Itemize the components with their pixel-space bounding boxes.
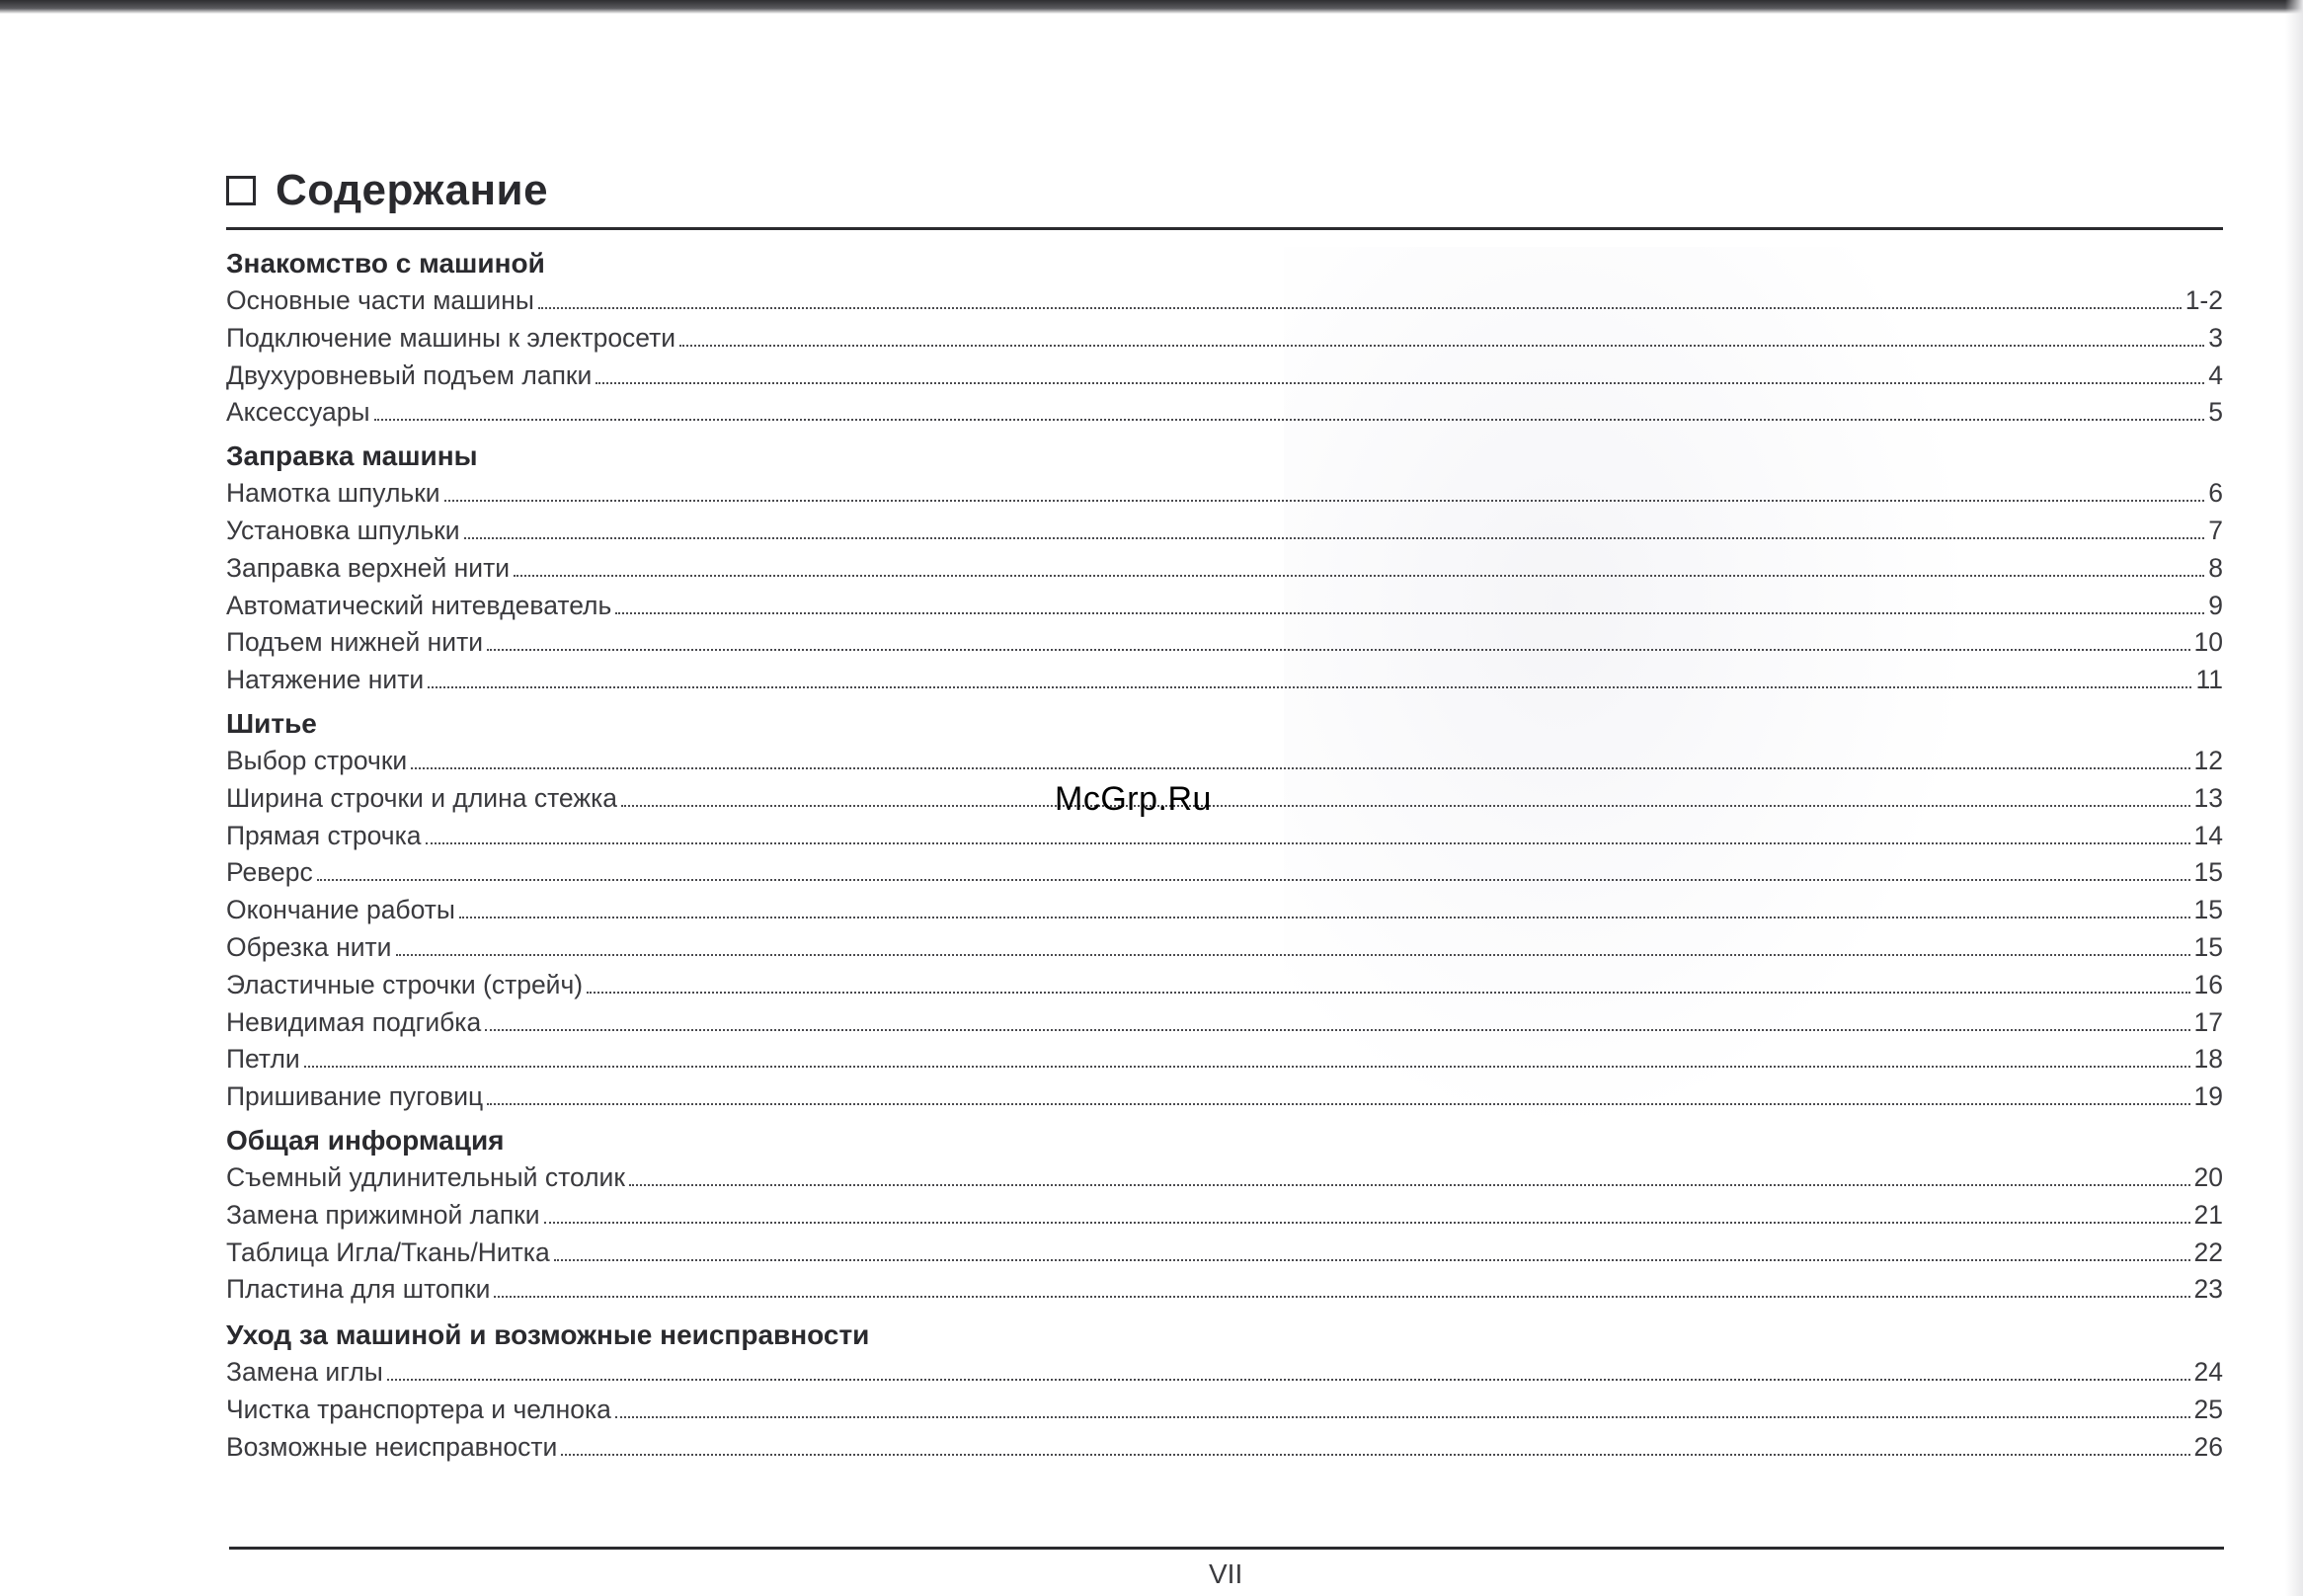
toc-entry-page: 5 (2208, 397, 2223, 428)
toc-entry[interactable] (226, 662, 2223, 699)
toc-entry-title: Пластина для штопки (226, 1274, 491, 1305)
toc-entry-page: 16 (2193, 969, 2223, 999)
toc-entry-page: 12 (2193, 745, 2223, 775)
toc-entry[interactable] (226, 624, 2223, 662)
toc-entry[interactable] (226, 854, 2223, 892)
dot-leader (629, 1183, 2190, 1186)
toc-entry[interactable] (226, 1235, 2223, 1272)
toc-entry[interactable] (226, 1041, 2223, 1078)
dot-leader (487, 1102, 2189, 1105)
dot-leader (596, 381, 2204, 384)
toc-entry-title: Установка шпульки (226, 515, 460, 545)
toc-entry[interactable] (226, 743, 2223, 780)
toc-entry-page: 23 (2193, 1274, 2223, 1305)
dot-leader (561, 1453, 2189, 1456)
toc-entry-title: Возможные неисправности (226, 1431, 558, 1462)
dot-leader (396, 953, 2190, 956)
dot-leader (587, 991, 2189, 994)
toc-entry-title: Петли (226, 1044, 300, 1075)
toc-section-heading: Шитье (226, 707, 317, 739)
toc-entry-page: 6 (2208, 478, 2223, 509)
scan-edge-top (0, 0, 2303, 14)
toc-entry-title: Основные части машины (226, 285, 534, 315)
toc-section-heading: Заправка машины (226, 440, 478, 472)
toc-entry-page: 25 (2193, 1394, 2223, 1424)
dot-leader (544, 1221, 2190, 1224)
toc-entry-page: 11 (2195, 665, 2223, 695)
toc-entry[interactable] (226, 588, 2223, 625)
toc-entry[interactable] (226, 475, 2223, 513)
dot-leader (615, 1415, 2190, 1418)
toc-entry-title: Эластичные строчки (стрейч) (226, 969, 584, 999)
toc-section-heading: Общая информация (226, 1124, 505, 1156)
toc-entry-title: Прямая строчка (226, 820, 422, 850)
dot-leader (494, 1295, 2189, 1298)
toc-entry-page: 8 (2208, 552, 2223, 583)
square-bullet-icon (226, 176, 256, 205)
toc-entry-page: 21 (2193, 1199, 2223, 1230)
dot-leader (426, 841, 2190, 844)
toc-entry-page: 3 (2208, 322, 2223, 353)
toc-entry[interactable] (226, 818, 2223, 855)
dot-leader (554, 1258, 2190, 1261)
toc-entry-page: 18 (2193, 1044, 2223, 1075)
toc-entry-page: 9 (2208, 590, 2223, 620)
toc-entry[interactable] (226, 1429, 2223, 1467)
dot-leader (387, 1378, 2190, 1381)
page-title: Содержание (276, 166, 549, 214)
dot-leader (304, 1065, 2190, 1068)
toc-entry-title: Съемный удлинительный столик (226, 1161, 625, 1192)
title-divider (226, 227, 2223, 230)
dot-leader (485, 1028, 2189, 1031)
toc-entry[interactable] (226, 394, 2223, 432)
toc-entry[interactable] (226, 929, 2223, 967)
toc-entry-title: Обрезка нити (226, 931, 392, 962)
scan-edge-right (2285, 0, 2303, 1596)
toc-entry-title: Реверс (226, 857, 313, 888)
toc-entry[interactable] (226, 1197, 2223, 1235)
toc-entry[interactable] (226, 1392, 2223, 1429)
toc-entry-page: 7 (2208, 515, 2223, 545)
dot-leader (411, 766, 2189, 769)
toc-entry[interactable] (226, 550, 2223, 588)
toc-entry[interactable] (226, 1354, 2223, 1392)
dot-leader (679, 344, 2204, 347)
toc-entry-page: 26 (2193, 1431, 2223, 1462)
toc-entry-page: 19 (2193, 1081, 2223, 1112)
toc-entry[interactable] (226, 1078, 2223, 1116)
toc-entry-title: Аксессуары (226, 397, 370, 428)
toc-entry-title: Невидимая подгибка (226, 1006, 482, 1037)
dot-leader (444, 499, 2205, 502)
toc-entry-page: 15 (2193, 895, 2223, 925)
dot-leader (317, 878, 2190, 881)
watermark: McGrp.Ru (1055, 780, 1212, 818)
toc-section-heading: Знакомство с машиной (226, 248, 545, 279)
dot-leader (428, 685, 2191, 688)
toc-entry-title: Подключение машины к электросети (226, 322, 676, 353)
toc-entry-page: 13 (2193, 782, 2223, 813)
toc-entry-title: Окончание работы (226, 895, 455, 925)
toc-entry-title: Подъем нижней нити (226, 627, 484, 658)
toc-entry-title: Ширина строчки и длина стежка (226, 782, 618, 813)
toc-entry[interactable] (226, 892, 2223, 929)
toc-entry[interactable] (226, 1271, 2223, 1309)
toc-section-heading: Уход за машиной и возможные неисправности (226, 1319, 870, 1351)
toc-entry-page: 17 (2193, 1006, 2223, 1037)
toc-entry[interactable] (226, 282, 2223, 320)
dot-leader (374, 418, 2205, 421)
toc-entry[interactable] (226, 967, 2223, 1004)
dot-leader (514, 574, 2204, 577)
toc-entry-page: 15 (2193, 931, 2223, 962)
table-of-contents (226, 245, 2223, 1467)
toc-entry-page: 4 (2208, 359, 2223, 390)
toc-entry[interactable] (226, 1159, 2223, 1197)
toc-entry-page: 10 (2193, 627, 2223, 658)
toc-entry[interactable] (226, 320, 2223, 358)
dot-leader (615, 611, 2204, 614)
toc-entry[interactable] (226, 780, 2223, 818)
dot-leader (464, 536, 2205, 539)
dot-leader (487, 648, 2189, 651)
toc-entry[interactable] (226, 513, 2223, 550)
toc-entry-title: Автоматический нитевдеватель (226, 590, 612, 620)
toc-entry-page: 22 (2193, 1237, 2223, 1267)
toc-entry-title: Замена прижимной лапки (226, 1199, 540, 1230)
dot-leader (538, 306, 2182, 309)
toc-entry-page: 20 (2193, 1161, 2223, 1192)
toc-entry-title: Намотка шпульки (226, 478, 440, 509)
toc-entry-title: Заправка верхней нити (226, 552, 511, 583)
toc-entry-title: Таблица Игла/Ткань/Нитка (226, 1237, 550, 1267)
toc-entry-title: Двухуровневый подъем лапки (226, 359, 593, 390)
toc-entry-title: Замена иглы (226, 1357, 383, 1388)
toc-entry-page: 1-2 (2184, 285, 2223, 315)
toc-entry-page: 14 (2193, 820, 2223, 850)
toc-entry-title: Пришивание пуговиц (226, 1081, 484, 1112)
page-header (226, 166, 548, 215)
dot-leader (459, 916, 2190, 918)
toc-entry-page: 15 (2193, 857, 2223, 888)
toc-entry-title: Выбор строчки (226, 745, 408, 775)
toc-entry-title: Чистка транспортера и челнока (226, 1394, 611, 1424)
footer-divider (229, 1547, 2224, 1550)
toc-entry[interactable] (226, 358, 2223, 395)
toc-entry-title: Натяжение нити (226, 665, 425, 695)
toc-entry[interactable] (226, 1004, 2223, 1042)
dot-leader (621, 804, 2190, 807)
page-number: VII (1209, 1558, 1243, 1589)
toc-entry-page: 24 (2193, 1357, 2223, 1388)
